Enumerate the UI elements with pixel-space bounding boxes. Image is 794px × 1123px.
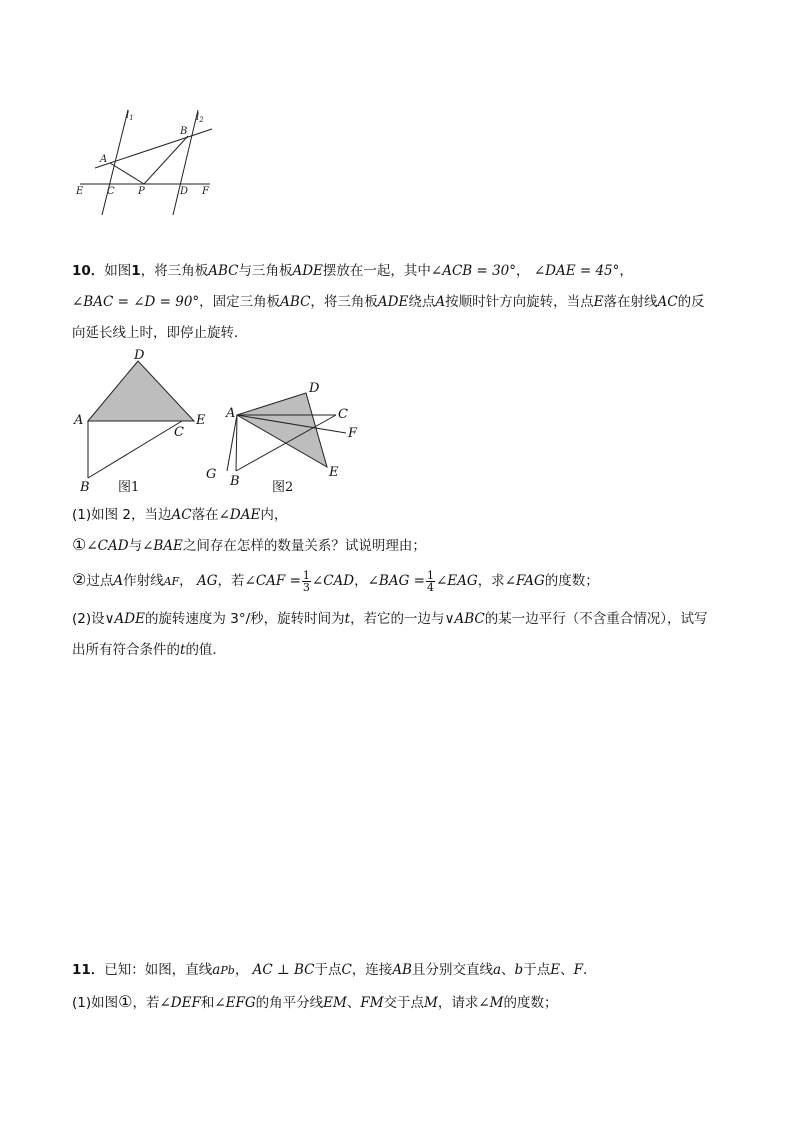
fig1-label-d: D [134,348,145,363]
fraction-one-fourth: $\frac{1}{4}$ [426,568,434,594]
label-f: F [202,186,209,197]
figure-2 [200,375,370,495]
fig2-label-d: D [309,381,320,396]
label-l2: $l_2$ [196,112,204,124]
fig1-label-c: C [174,425,184,440]
fig1-caption: 图1 [118,480,140,495]
fig2-label-c: C [338,407,348,422]
fig2-label-g: G [206,467,217,482]
fig2-label-e: E [329,465,339,480]
fig1-label-b: B [80,480,90,495]
label-d: D [180,186,189,197]
q11-line-1: 11．已知：如图，直线aPb， AC ⊥ BC于点C，连接AB且分别交直线a、b于点E、F． [72,962,597,978]
q11-part-1: (1)如图①，若∠DEF和∠EFG的角平分线EM、FM交于点M，请求∠M的度数； [72,992,558,1011]
q10-number: 10． [72,263,105,279]
label-e: E [76,186,84,197]
label-b: B [180,126,188,137]
q10-part-2-line-2: 出所有符合条件的t的值． [72,642,226,658]
fig2-label-a: A [226,406,236,421]
figure-parallel-lines [70,105,220,220]
q10-line-2: ∠BAC = ∠D = 90°，固定三角板ABC，将三角板ADE绕点A按顺时针方向旋转，当点E落在射线AC的反 [72,294,705,310]
line-ab [95,129,212,168]
q10-part-2-line-1: (2)设∨ADE的旋转速度为 3°/秒，旋转时间为t，若它的一边与∨ABC的某一边平行（不含重合情况），试写 [72,611,708,627]
label-a: A [100,154,108,165]
fig1-label-e: E [196,413,206,428]
figure-1 [70,345,210,497]
fig1-label-a: A [74,413,84,428]
q10-part-1: (1)如图 2，当边AC落在∠DAE内， [72,507,288,523]
q10-part-1-1: ①∠CAD与∠BAE之间存在怎样的数量关系？试说明理由； [72,535,426,554]
fig2-caption: 图2 [272,480,294,495]
label-l1: $l_1$ [126,110,134,122]
label-c: C [107,186,115,197]
fig2-label-b: B [230,474,240,489]
q10-line-1: 10．如图1，将三角板ABC与三角板ADE摆放在一起，其中∠ACB = 30°， ∠DAE = 45°， [72,263,633,279]
q11-number: 11． [72,962,105,978]
q10-line-3: 向延长线上时，即停止旋转． [72,325,248,341]
label-p: P [138,186,145,197]
fig2-label-f: F [348,426,358,441]
q10-part-1-2: ②过点A作射线AF， AG，若∠CAF = $\frac{1}{3}$ ∠CAD，∠BAG = $\frac{1}{4}$ ∠EAG，求∠FAG的度数； [72,568,599,594]
fraction-one-third: $\frac{1}{3}$ [302,568,310,594]
